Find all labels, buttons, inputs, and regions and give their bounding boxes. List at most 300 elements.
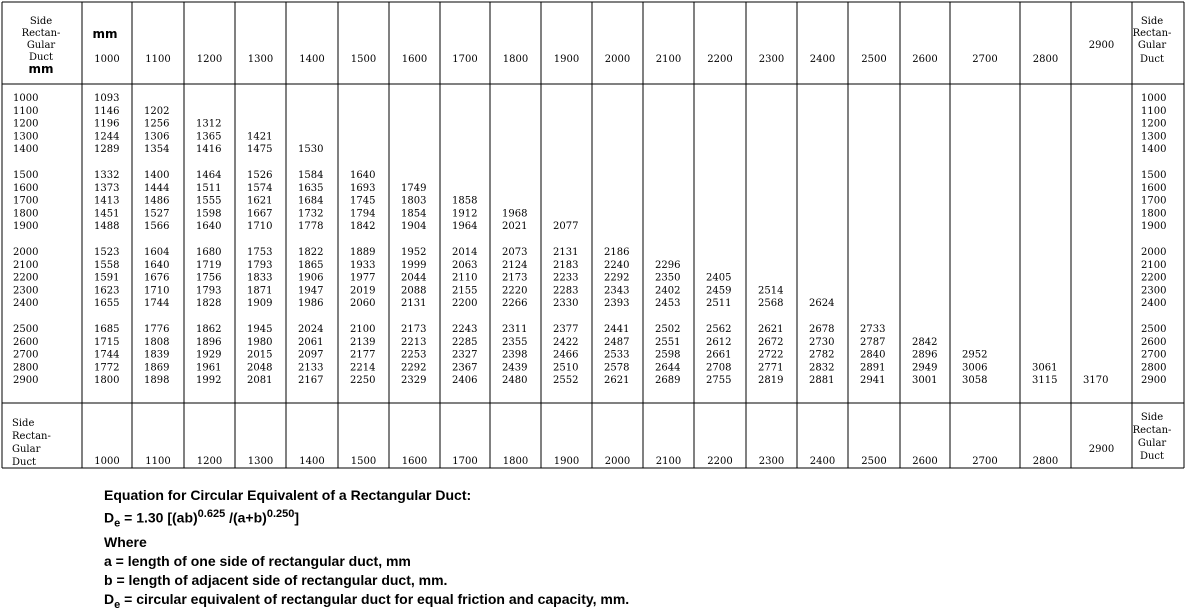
equivalent-diameter-cell: 2881 <box>809 375 835 387</box>
equivalent-diameter-cell: 2453 <box>655 298 681 310</box>
equivalent-diameter-cell: 2459 <box>706 285 732 297</box>
equivalent-diameter-cell: 2689 <box>655 375 681 387</box>
equivalent-diameter-cell: 2063 <box>452 259 478 271</box>
equivalent-diameter-cell: 2173 <box>502 272 528 284</box>
row-side-label: 1300 <box>13 131 39 143</box>
definition-a: a = length of one side of rectangular duct, mm <box>104 553 411 570</box>
equivalent-diameter-cell: 2139 <box>350 336 376 348</box>
equivalent-diameter-cell: 1555 <box>196 195 222 207</box>
equivalent-diameter-cell: 1999 <box>401 259 427 271</box>
equivalent-diameter-cell: 2213 <box>401 336 427 348</box>
bottom-left-label-line: Gular <box>12 444 41 455</box>
equivalent-diameter-cell: 2327 <box>452 349 478 361</box>
equivalent-diameter-cell: 1693 <box>350 182 376 194</box>
equivalent-diameter-cell: 2253 <box>401 349 427 361</box>
equivalent-diameter-cell: 1793 <box>247 259 273 271</box>
equivalent-diameter-cell: 2048 <box>247 362 273 374</box>
bottom-column-header: 2700 <box>972 456 998 467</box>
top-column-header: 1800 <box>502 54 529 65</box>
equivalent-diameter-cell: 1753 <box>247 247 273 258</box>
equivalent-diameter-cell: 1842 <box>350 221 376 233</box>
bottom-column-header: 1100 <box>145 456 171 467</box>
equivalent-diameter-cell: 1909 <box>247 298 273 310</box>
equivalent-diameter-cell: 1952 <box>401 247 427 258</box>
corner-label-line: Rectan- <box>21 28 61 39</box>
right-label-line: Gular <box>1137 40 1167 51</box>
equivalent-diameter-cell: 1896 <box>196 336 222 348</box>
equivalent-diameter-cell: 2771 <box>758 362 784 374</box>
bottom-column-header: 1500 <box>350 456 377 467</box>
equivalent-diameter-cell: 2250 <box>350 375 376 387</box>
equivalent-diameter-cell: 1676 <box>144 272 170 284</box>
row-side-label: 1700 <box>13 195 39 207</box>
equivalent-diameter-cell: 2480 <box>502 375 528 387</box>
equivalent-diameter-cell: 1373 <box>94 182 120 194</box>
bottom-column-header: 2100 <box>655 456 682 467</box>
equivalent-diameter-cell: 2167 <box>298 375 324 387</box>
top-column-header: 2400 <box>809 54 836 65</box>
equivalent-diameter-cell: 2343 <box>604 285 630 297</box>
formula-exponent: 0.625 <box>197 508 226 520</box>
equivalent-diameter-cell: 2329 <box>401 375 427 387</box>
row-side-label: 2800 <box>13 362 39 374</box>
equivalent-diameter-cell: 2186 <box>604 247 630 258</box>
equivalent-diameter-cell: 2183 <box>553 259 579 271</box>
equivalent-diameter-cell: 1451 <box>94 208 120 220</box>
equivalent-diameter-cell: 1574 <box>247 182 273 194</box>
equivalent-diameter-cell: 1416 <box>196 144 222 156</box>
equivalent-diameter-cell: 1839 <box>144 349 170 361</box>
equivalent-diameter-cell: 1947 <box>298 285 324 297</box>
equivalent-diameter-cell: 2266 <box>502 298 528 310</box>
equivalent-diameter-cell: 2200 <box>452 298 478 310</box>
row-side-label-right: 2700 <box>1141 349 1167 361</box>
equivalent-diameter-cell: 1306 <box>144 131 170 143</box>
row-side-label-right: 2800 <box>1141 362 1167 374</box>
row-side-label: 2400 <box>13 298 39 310</box>
row-side-label: 2100 <box>13 259 39 271</box>
equivalent-diameter-cell: 3001 <box>912 375 938 387</box>
row-side-label-right: 1300 <box>1141 131 1167 143</box>
row-side-label: 1900 <box>13 221 39 233</box>
right-row-labels <box>1141 93 1166 386</box>
left-row-labels <box>13 93 38 386</box>
top-column-header: 2800 <box>1032 54 1059 65</box>
equivalent-diameter-cell: 2292 <box>604 272 630 284</box>
bottom-left-label-line: Side <box>12 418 35 429</box>
equivalent-diameter-cell: 2283 <box>553 285 579 297</box>
equivalent-diameter-cell: 1256 <box>144 118 170 130</box>
equivalent-diameter-cell: 1244 <box>94 131 120 143</box>
equivalent-diameter-cell: 1486 <box>144 195 170 207</box>
equivalent-diameter-cell: 2097 <box>298 349 324 361</box>
formula-part: ] <box>294 509 300 526</box>
equivalent-diameter-cell: 2949 <box>912 362 938 374</box>
equivalent-diameter-cell: 1464 <box>196 170 222 181</box>
equivalent-diameter-cell: 1421 <box>247 131 273 143</box>
equivalent-diameter-cell: 1828 <box>196 298 222 310</box>
equivalent-diameter-cell: 2021 <box>502 221 528 233</box>
bottom-right-label-line: Duct <box>1139 451 1165 462</box>
top-column-header: 1600 <box>401 54 428 65</box>
bottom-column-header: 2300 <box>758 456 785 467</box>
equivalent-diameter-cell: 2220 <box>502 285 528 297</box>
equivalent-diameter-cell: 3061 <box>1032 362 1058 374</box>
equivalent-diameter-cell: 2015 <box>247 349 273 361</box>
bottom-right-label-line: Side <box>1140 412 1164 423</box>
equivalent-diameter-cell: 1655 <box>94 298 120 310</box>
equivalent-diameter-cell: 2782 <box>809 349 835 361</box>
equivalent-diameter-cell: 2730 <box>809 336 835 348</box>
equivalent-diameter-cell: 1854 <box>401 208 427 220</box>
bottom-left-label-line: Duct <box>12 457 37 468</box>
equivalent-diameter-cell: 1511 <box>196 182 222 194</box>
equivalent-diameter-cell: 2077 <box>553 221 579 233</box>
corner-label-line: Duct <box>28 52 54 63</box>
equivalent-diameter-cell: 1772 <box>94 362 120 374</box>
equivalent-diameter-cell: 2533 <box>604 349 630 361</box>
row-side-label: 1100 <box>13 105 39 117</box>
equivalent-diameter-cell: 1732 <box>298 208 324 220</box>
equivalent-diameter-cell: 2551 <box>655 336 681 348</box>
equivalent-diameter-cell: 2644 <box>655 362 681 374</box>
equivalent-diameter-cell: 2073 <box>502 247 528 258</box>
row-side-label-right: 1600 <box>1141 182 1167 194</box>
row-side-label-right: 2400 <box>1141 298 1167 310</box>
row-side-label: 2600 <box>13 336 39 348</box>
equivalent-diameter-cell: 2292 <box>401 362 427 374</box>
row-side-label-right: 1200 <box>1141 118 1167 130</box>
definition-b: b = length of adjacent side of rectangular duct, mm. <box>104 572 448 589</box>
equivalent-diameter-cell: 2173 <box>401 324 427 335</box>
equivalent-diameter-cell: 1745 <box>350 195 376 207</box>
right-label-line: Rectan- <box>1132 28 1172 39</box>
equivalent-diameter-cell: 1794 <box>350 208 376 220</box>
equivalent-diameter-cell: 1093 <box>94 93 120 104</box>
definition-de-text: = circular equivalent of rectangular duct for equal friction and capacity, mm. <box>120 591 630 608</box>
equivalent-diameter-cell: 1289 <box>94 144 120 156</box>
right-header <box>1133 16 1172 65</box>
equivalent-diameter-cell: 1365 <box>196 131 222 143</box>
equivalent-diameter-cell: 2355 <box>502 336 528 348</box>
equivalent-diameter-cell: 1719 <box>196 259 222 271</box>
equivalent-diameter-cell: 1964 <box>452 221 478 233</box>
bottom-left-label-line: Rectan- <box>12 431 51 442</box>
top-column-headers <box>94 40 1114 65</box>
table-body-values <box>94 93 1108 386</box>
bottom-column-header: 2800 <box>1032 456 1059 467</box>
right-label-line: Side <box>1140 16 1164 27</box>
equivalent-diameter-cell: 1749 <box>401 182 427 194</box>
row-side-label-right: 2600 <box>1141 336 1167 348</box>
equivalent-diameter-cell: 1992 <box>196 375 222 387</box>
equivalent-diameter-cell: 2598 <box>655 349 681 361</box>
bottom-column-header: 2000 <box>604 456 631 467</box>
bottom-column-header: 1000 <box>94 456 120 467</box>
bottom-left-header <box>12 418 51 468</box>
equivalent-diameter-cell: 2441 <box>604 324 630 335</box>
equivalent-diameter-cell: 1710 <box>247 221 273 233</box>
equivalent-diameter-cell: 2896 <box>912 349 938 361</box>
equation-block <box>104 486 864 615</box>
row-side-label: 1500 <box>13 170 39 181</box>
top-column-header: 1500 <box>350 54 377 65</box>
equivalent-diameter-cell: 1961 <box>196 362 222 374</box>
bottom-column-header: 2900 <box>1088 444 1115 455</box>
row-side-label-right: 2300 <box>1141 285 1167 297</box>
corner-label-line: Side <box>29 16 53 27</box>
equivalent-diameter-cell: 1444 <box>144 182 170 194</box>
row-side-label-right: 2100 <box>1141 259 1167 271</box>
equivalent-diameter-cell: 1715 <box>94 336 120 348</box>
top-column-header: 1000 <box>94 54 120 65</box>
equivalent-diameter-cell: 1904 <box>401 221 427 233</box>
bottom-column-header: 2200 <box>707 456 733 467</box>
row-side-label: 2700 <box>13 349 39 361</box>
equivalent-diameter-cell: 2061 <box>298 336 324 348</box>
equivalent-diameter-cell: 1929 <box>196 349 222 361</box>
row-side-label-right: 1100 <box>1141 105 1167 117</box>
equivalent-diameter-cell: 1898 <box>144 375 170 387</box>
equivalent-diameter-cell: 2398 <box>502 349 528 361</box>
equivalent-diameter-cell: 3006 <box>962 362 988 374</box>
equivalent-diameter-cell: 2439 <box>502 362 528 374</box>
equivalent-diameter-cell: 1889 <box>350 247 376 258</box>
equivalent-diameter-cell: 1526 <box>247 170 273 181</box>
corner-unit-top: mm <box>92 27 118 41</box>
bottom-right-header <box>1133 412 1172 462</box>
equivalent-diameter-cell: 2100 <box>350 324 376 335</box>
equivalent-diameter-cell: 1584 <box>298 170 324 181</box>
bottom-column-header: 2500 <box>861 456 887 467</box>
equivalent-diameter-cell: 1598 <box>196 208 222 220</box>
equivalent-diameter-cell: 2661 <box>706 349 732 361</box>
equivalent-diameter-cell: 2510 <box>553 362 579 374</box>
equivalent-diameter-cell: 1871 <box>247 285 273 297</box>
equivalent-diameter-cell: 2014 <box>452 247 478 258</box>
equivalent-diameter-cell: 1413 <box>94 195 120 207</box>
row-side-label: 1400 <box>13 144 39 156</box>
top-column-header: 2300 <box>758 54 785 65</box>
equivalent-diameter-cell: 1202 <box>144 105 170 117</box>
equivalent-diameter-cell: 1558 <box>94 259 120 271</box>
equivalent-diameter-cell: 2552 <box>553 375 579 387</box>
equivalent-diameter-cell: 1146 <box>94 105 120 117</box>
bottom-column-headers <box>94 444 1114 467</box>
equivalent-diameter-cell: 1332 <box>94 170 120 181</box>
equivalent-diameter-cell: 2081 <box>247 375 273 387</box>
equivalent-diameter-cell: 1527 <box>144 208 170 220</box>
row-side-label: 2200 <box>13 272 39 284</box>
equivalent-diameter-cell: 2568 <box>758 298 784 310</box>
top-column-header: 1900 <box>553 54 580 65</box>
equivalent-diameter-cell: 3170 <box>1083 375 1109 387</box>
equivalent-diameter-cell: 1865 <box>298 259 324 271</box>
right-label-line: Duct <box>1139 54 1165 65</box>
equivalent-diameter-cell: 1833 <box>247 272 273 284</box>
bottom-column-header: 1300 <box>247 456 274 467</box>
equation-formula <box>104 505 864 533</box>
equivalent-diameter-cell: 2678 <box>809 324 835 335</box>
equivalent-diameter-cell: 1400 <box>144 170 170 181</box>
equivalent-diameter-cell: 2044 <box>401 272 427 284</box>
equivalent-diameter-cell: 3058 <box>962 375 988 387</box>
equivalent-diameter-cell: 1980 <box>247 336 273 348</box>
definition-de-subscript: e <box>114 599 121 612</box>
row-side-label-right: 2900 <box>1141 375 1167 387</box>
equivalent-diameter-cell: 2511 <box>706 298 732 310</box>
equivalent-diameter-cell: 2487 <box>604 336 630 348</box>
row-side-label: 2900 <box>13 375 39 387</box>
bottom-column-header: 1700 <box>452 456 478 467</box>
equivalent-diameter-cell: 2952 <box>962 349 988 361</box>
equivalent-diameter-cell: 2405 <box>706 272 732 284</box>
equivalent-diameter-cell: 1621 <box>247 195 273 207</box>
definition-de <box>104 590 864 615</box>
equivalent-diameter-cell: 1591 <box>94 272 120 284</box>
equivalent-diameter-cell: 2621 <box>604 375 630 387</box>
bottom-column-header: 1200 <box>196 456 223 467</box>
equivalent-diameter-cell: 2311 <box>502 324 528 335</box>
equation-title: Equation for Circular Equivalent of a Rectangular Duct: <box>104 487 472 503</box>
formula-part: = 1.30 [(ab) <box>120 509 198 526</box>
equivalent-diameter-cell: 2296 <box>655 259 681 271</box>
equivalent-diameter-cell: 1800 <box>94 375 120 387</box>
bottom-column-header: 1600 <box>401 456 428 467</box>
equivalent-diameter-cell: 2402 <box>655 285 681 297</box>
equivalent-diameter-cell: 2131 <box>401 298 427 310</box>
bottom-right-label-line: Rectan- <box>1132 425 1172 436</box>
equivalent-diameter-cell: 2088 <box>401 285 427 297</box>
equivalent-diameter-cell: 1776 <box>144 324 170 335</box>
equivalent-diameter-cell: 2562 <box>706 324 732 335</box>
equivalent-diameter-cell: 2624 <box>809 298 835 310</box>
equivalent-diameter-cell: 1685 <box>94 324 120 335</box>
row-side-label-right: 1800 <box>1141 208 1167 220</box>
equivalent-diameter-cell: 2514 <box>758 285 784 297</box>
row-side-label-right: 1900 <box>1141 221 1167 233</box>
equivalent-diameter-cell: 1977 <box>350 272 376 284</box>
equivalent-diameter-cell: 2891 <box>860 362 886 374</box>
equivalent-diameter-cell: 1869 <box>144 362 170 374</box>
equivalent-diameter-cell: 2060 <box>350 298 376 310</box>
top-column-header: 2900 <box>1088 40 1115 51</box>
row-side-label: 1200 <box>13 118 39 130</box>
equivalent-diameter-cell: 1488 <box>94 221 120 233</box>
equivalent-diameter-cell: 2842 <box>912 336 938 348</box>
equivalent-diameter-cell: 2350 <box>655 272 681 284</box>
equivalent-diameter-cell: 2214 <box>350 362 376 374</box>
equivalent-diameter-cell: 2578 <box>604 362 630 374</box>
equivalent-diameter-cell: 1933 <box>350 259 376 271</box>
equivalent-diameter-cell: 2672 <box>758 336 784 348</box>
row-side-label-right: 1400 <box>1141 144 1167 156</box>
equivalent-diameter-cell: 1986 <box>298 298 324 310</box>
top-column-header: 1200 <box>196 54 223 65</box>
row-side-label: 1800 <box>13 208 39 220</box>
top-column-header: 1400 <box>299 54 325 65</box>
equivalent-diameter-cell: 1710 <box>144 285 170 297</box>
bottom-right-label-line: Gular <box>1137 438 1167 449</box>
equivalent-diameter-cell: 2393 <box>604 298 630 310</box>
equivalent-diameter-cell: 1822 <box>298 247 324 258</box>
row-side-label: 2500 <box>13 324 39 335</box>
equivalent-diameter-cell: 1945 <box>247 324 273 335</box>
equivalent-diameter-cell: 1744 <box>144 298 170 310</box>
formula-lhs: D <box>104 509 115 526</box>
equivalent-diameter-cell: 2406 <box>452 375 478 387</box>
equivalent-diameter-cell: 1858 <box>452 195 478 207</box>
row-side-label-right: 2500 <box>1141 324 1167 335</box>
equivalent-diameter-cell: 1912 <box>452 208 478 220</box>
equivalent-diameter-cell: 2243 <box>452 324 478 335</box>
equivalent-diameter-cell: 2733 <box>860 324 886 335</box>
equivalent-diameter-cell: 1604 <box>144 247 170 258</box>
row-side-label: 1000 <box>13 93 39 104</box>
equivalent-diameter-cell: 2024 <box>298 324 324 335</box>
equivalent-diameter-cell: 1808 <box>144 336 170 348</box>
equivalent-diameter-cell: 1640 <box>350 170 376 181</box>
equivalent-diameter-cell: 2155 <box>452 285 478 297</box>
equivalent-diameter-cell: 2466 <box>553 349 579 361</box>
equivalent-diameter-cell: 1640 <box>144 259 170 271</box>
equivalent-diameter-cell: 2832 <box>809 362 835 374</box>
equivalent-diameter-cell: 2755 <box>706 375 732 387</box>
equivalent-diameter-cell: 1523 <box>94 247 120 258</box>
corner-unit-bottom: mm <box>28 62 54 76</box>
equivalent-diameter-cell: 1862 <box>196 324 222 335</box>
corner-header <box>22 16 118 76</box>
equivalent-diameter-cell: 2133 <box>298 362 324 374</box>
bottom-column-header: 2600 <box>912 456 938 467</box>
equation-where: Where <box>104 534 147 551</box>
equivalent-diameter-cell: 2124 <box>502 259 528 271</box>
row-side-label: 2000 <box>13 247 39 258</box>
row-side-label-right: 1000 <box>1141 93 1167 104</box>
top-column-header: 2600 <box>912 54 938 65</box>
row-side-label-right: 1700 <box>1141 195 1167 207</box>
equivalent-diameter-cell: 2941 <box>860 375 886 387</box>
top-column-header: 1100 <box>145 54 171 65</box>
equivalent-diameter-cell: 1803 <box>401 195 427 207</box>
equivalent-diameter-cell: 1196 <box>94 118 120 130</box>
formula-part: /(a+b) <box>225 509 267 526</box>
top-column-header: 1700 <box>452 54 478 65</box>
top-column-header: 2100 <box>655 54 682 65</box>
table-grid <box>2 2 1184 468</box>
equivalent-diameter-cell: 1530 <box>298 144 324 156</box>
equivalent-diameter-cell: 2330 <box>553 298 579 310</box>
equivalent-diameter-cell: 1475 <box>247 144 273 156</box>
equivalent-diameter-cell: 2612 <box>706 336 732 348</box>
equivalent-diameter-cell: 1793 <box>196 285 222 297</box>
equivalent-diameter-cell: 1640 <box>196 221 222 233</box>
bottom-column-header: 1400 <box>299 456 325 467</box>
row-side-label: 1600 <box>13 182 39 194</box>
row-side-label-right: 1500 <box>1141 170 1167 181</box>
equivalent-diameter-cell: 1906 <box>298 272 324 284</box>
equivalent-diameter-cell: 2377 <box>553 324 579 335</box>
row-side-label-right: 2200 <box>1141 272 1167 284</box>
equivalent-diameter-cell: 2177 <box>350 349 376 361</box>
equivalent-diameter-cell: 2110 <box>452 272 478 284</box>
equivalent-diameter-cell: 2722 <box>758 349 784 361</box>
equivalent-diameter-cell: 2819 <box>758 375 784 387</box>
bottom-column-header: 2400 <box>809 456 836 467</box>
definition-de-symbol: D <box>104 591 115 608</box>
bottom-column-header: 1900 <box>553 456 580 467</box>
equivalent-diameter-cell: 2708 <box>706 362 732 374</box>
